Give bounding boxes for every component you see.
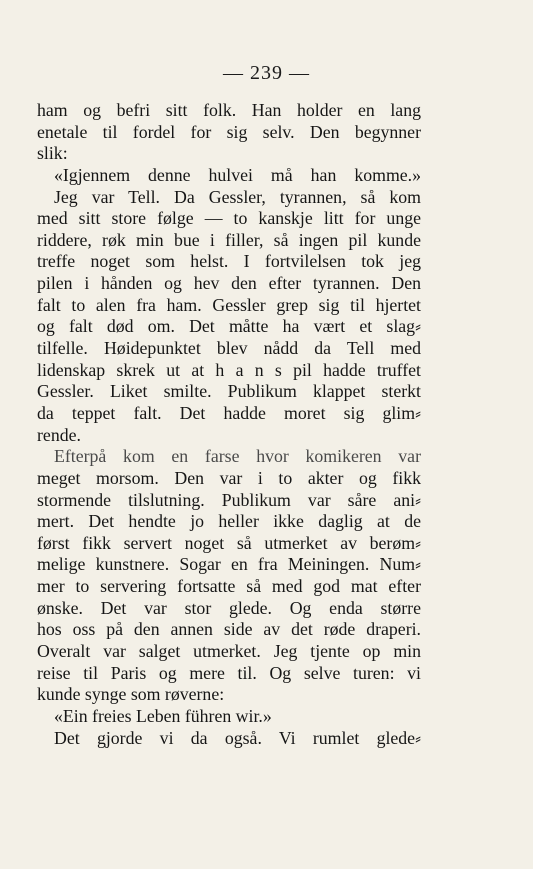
text-line: ham og befri sitt folk. Han holder en lang <box>37 100 421 120</box>
text-line: hos oss på den annen side av det røde draperi. <box>37 619 421 640</box>
text-line: «Ein freies Leben führen wir.» <box>54 705 272 726</box>
text-line: Gessler. Liket smilte. Publikum klappet sterkt <box>37 381 421 402</box>
text-line: rende. <box>37 424 81 445</box>
text-line: Jeg var Tell. Da Gessler, tyrannen, så kom <box>54 186 421 207</box>
text-line: mert. Det hendte jo heller ikke daglig at de <box>37 511 421 532</box>
text-line: melige kunstnere. Sogar en fra Meiningen. Num⸗ <box>37 554 421 575</box>
text-line: «Igjennem denne hulvei må han komme.» <box>54 164 421 185</box>
text-line: stormende tilslutning. Publikum var såre ani⸗ <box>37 489 421 510</box>
body-text <box>37 100 421 749</box>
text-line: Efterpå kom en farse hvor komikeren var <box>54 446 421 467</box>
text-line: og falt død om. Det måtte ha vært et slag⸗ <box>37 316 421 337</box>
text-line: riddere, røk min bue i filler, så ingen pil kunde <box>37 229 421 250</box>
text-line: først fikk servert noget så utmerket av berøm⸗ <box>37 532 421 553</box>
text-line: reise til Paris og mere til. Og selve turen: vi <box>37 662 421 683</box>
text-line: falt to alen fra ham. Gessler grep sig til hjertet <box>37 294 421 315</box>
text-line: pilen i hånden og hev den efter tyrannen. Den <box>37 273 421 294</box>
text-line: mer to servering fortsatte så med god mat efter <box>37 576 421 597</box>
text-line: lidenskap skrek ut at h a n s pil hadde truffet <box>37 359 421 380</box>
text-line: meget morsom. Den var i to akter og fikk <box>37 467 421 488</box>
text-line: Overalt var salget utmerket. Jeg tjente op min <box>37 641 421 662</box>
text-line: da teppet falt. Det hadde moret sig glim⸗ <box>37 402 421 423</box>
text-line: tilfelle. Høidepunktet blev nådd da Tell med <box>37 338 421 359</box>
text-line: treffe noget som helst. I fortvilelsen tok jeg <box>37 251 421 272</box>
text-line: slik: <box>37 143 68 164</box>
text-line: ønske. Det var stor glede. Og enda større <box>37 597 421 618</box>
text-line: kunde synge som røverne: <box>37 684 225 705</box>
text-line: enetale til fordel for sig selv. Den begynner <box>37 121 421 142</box>
text-line: med sitt store følge — to kanskje litt for unge <box>37 208 421 229</box>
page-number: — 239 — <box>223 62 310 84</box>
text-line: Det gjorde vi da også. Vi rumlet glede⸗ <box>54 727 421 748</box>
